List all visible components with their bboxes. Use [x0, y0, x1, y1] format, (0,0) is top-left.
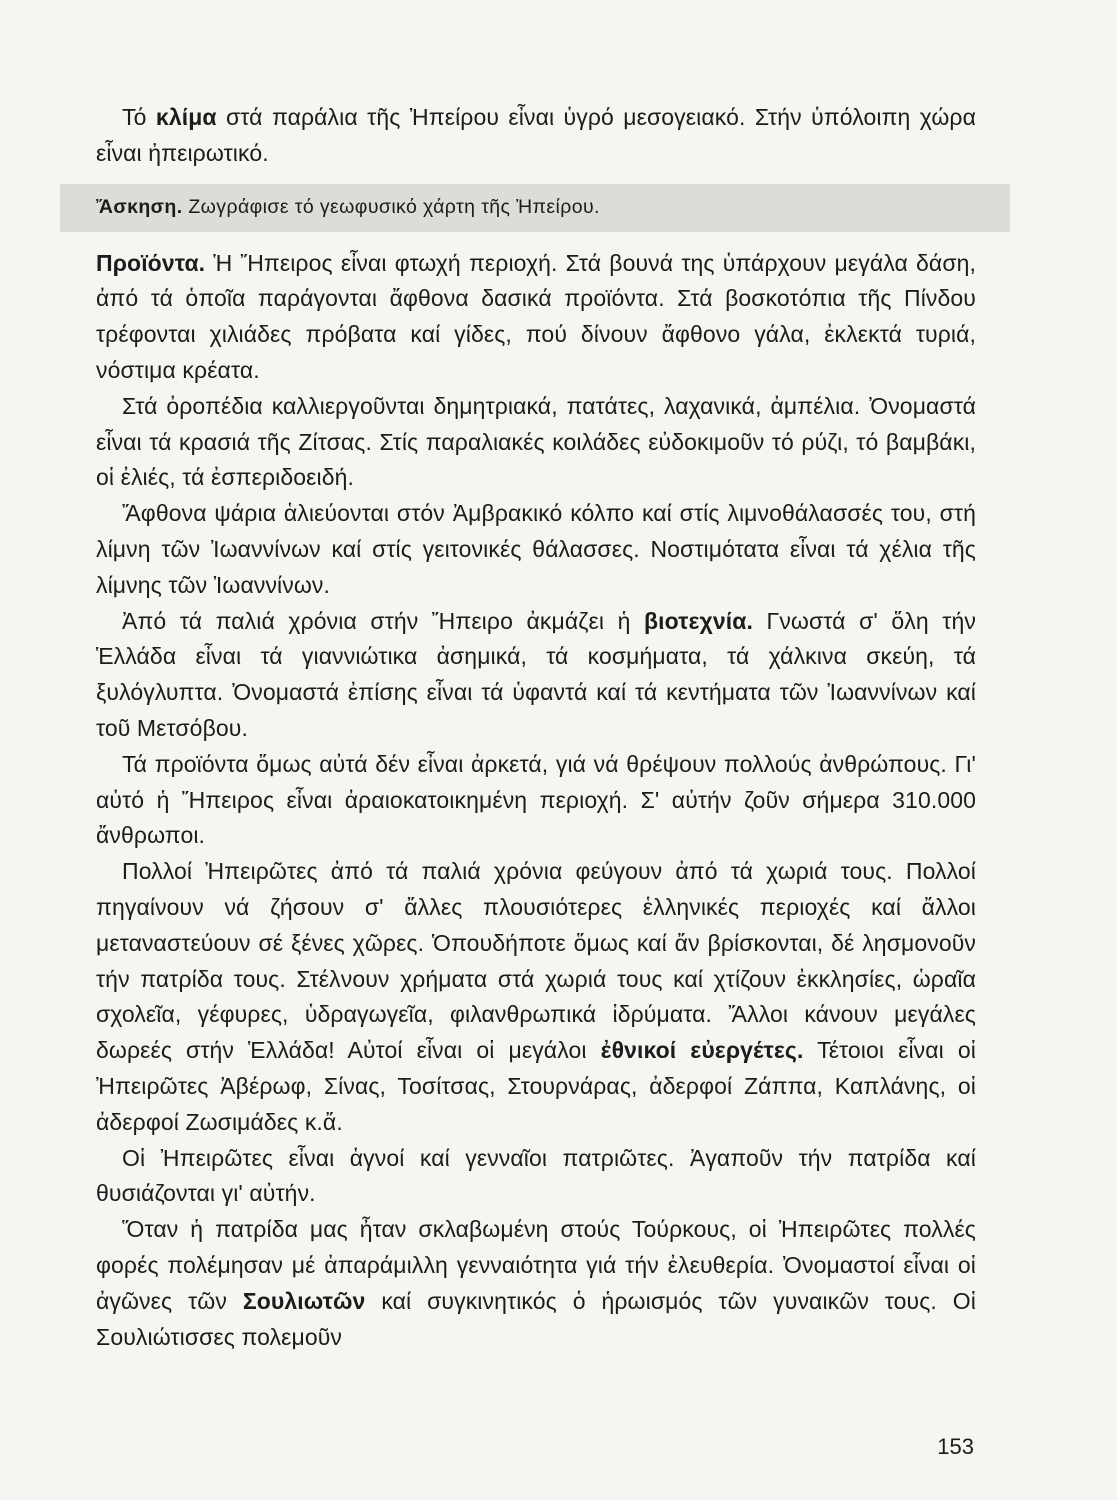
plateaus-paragraph	[96, 389, 976, 496]
keyword-souliotes: Σουλιωτῶν	[242, 1287, 366, 1314]
text-segment: Τέτοιοι εἶναι οἱ Ἠπειρῶτες Ἀβέρωφ, Σίνας, Τοσίτσας, Στουρνάρας, ἀδερφοί Ζάππα, Καπλάνης, οἱ ἀδερφοί Ζωσιμάδες κ.ἄ.	[96, 1037, 977, 1135]
exercise-text: Ζωγράφισε τό γεωφυσικό χάρτη τῆς Ἠπείρου.	[182, 195, 600, 218]
products-paragraph	[96, 246, 976, 389]
text-segment: Πολλοί Ἠπειρῶτες ἀπό τά παλιά χρόνια φεύγουν ἀπό τά χωριά τους. Πολλοί πηγαίνουν νά ζήσουν σ' ἄλλες πλουσιότερες ἑλληνικές περιοχές καί ἄλλοι μεταναστεύουν σέ ξένες χῶρες. Ὁπουδήποτε ὅμως καί ἄν βρίσκονται, δέ λησμονοῦν τήν πατρίδα τους. Στέλνουν χρήματα στά χωριά τους καί χτίζουν ἐκκλησίες, ὡραῖα σχολεῖα, γέφυρες, ὑδραγωγεῖα, φιλανθρωπικά ἱδρύματα. Ἄλλοι κάνουν μεγάλες δωρεές στήν Ἑλλάδα! Αὐτοί εἶναι οἱ μεγάλοι	[96, 858, 976, 1064]
text-segment: Στά ὀροπέδια καλλιεργοῦνται δημητριακά, πατάτες, λαχανικά, ἀμπέλια. Ὀνομαστά εἶναι τά κρασιά τῆς Ζίτσας. Στίς παραλιακές κοιλάδες εὐδοκιμοῦν τό ρύζι, τό βαμβάκι, οἱ ἐλιές, τά ἐσπεριδοειδή.	[96, 392, 976, 491]
patriots-paragraph	[96, 1141, 976, 1213]
text-segment: Ἀπό τά παλιά χρόνια στήν Ἤπειρο ἀκμάζει ἡ	[122, 607, 645, 634]
souliotes-paragraph	[96, 1212, 976, 1355]
text-segment: Γνωστά σ' ὅλη τήν Ἑλλάδα εἶναι τά γιαννιώτικα ἀσημικά, τά κοσμήματα, τά χάλκινα σκεύη, τά ξυλόγλυπτα. Ὀνομαστά ἐπίσης εἶναι τά ὑφαντά καί τά κεντήματα τῶν Ἰωαννίνων καί τοῦ Μετσόβου.	[96, 607, 976, 741]
keyword-benefactors: ἐθνικοί εὐεργέτες.	[600, 1037, 804, 1064]
text-segment: Τά προϊόντα ὅμως αὐτά δέν εἶναι ἀρκετά, γιά νά θρέψουν πολλούς ἀνθρώπους. Γι' αὐτό ἡ Ἤπειρος εἶναι ἀραιοκατοικημένη περιοχή. Σ' αὐτήν ζοῦν σήμερα 310.000 ἄνθρωποι.	[96, 750, 976, 849]
keyword-klima: κλίμα	[155, 104, 217, 130]
text-segment: Ὅταν ἡ πατρίδα μας ἦταν σκλαβωμένη στούς Τούρκους, οἱ Ἠπειρῶτες πολλές φορές πολέμησαν μέ ἀπαράμιλλη γενναιότητα γιά τήν ἐλευθερία. Ὀνομαστοί εἶναι οἱ ἀγῶνες τῶν	[96, 1216, 976, 1314]
population-paragraph	[96, 747, 976, 854]
text-segment: καί συγκινητικός ὁ ἡρωισμός τῶν γυναικῶν τους. Οἱ Σουλιώτισσες πολεμοῦν	[96, 1287, 977, 1350]
page-body	[96, 100, 976, 1355]
page-number: 153	[937, 1434, 974, 1459]
text-segment: Τό	[122, 104, 156, 130]
keyword-viotechnia: βιοτεχνία.	[644, 607, 754, 634]
exercise-label: Ἄσκηση.	[96, 195, 183, 218]
exercise-box	[60, 184, 1010, 232]
text-segment: Οἱ Ἠπειρῶτες εἶναι ἁγνοί καί γενναῖοι πατριῶτες. Ἀγαποῦν τήν πατρίδα καί θυσιάζονται γι' αὐτήν.	[96, 1144, 976, 1207]
climate-paragraph	[96, 100, 976, 172]
fish-paragraph	[96, 496, 976, 603]
text-segment: στά παράλια τῆς Ἠπείρου εἶναι ὑγρό μεσογειακό. Στήν ὑπόλοιπη χώρα εἶναι ἠπειρωτικό.	[96, 104, 976, 166]
crafts-paragraph	[96, 604, 976, 747]
emigration-paragraph	[96, 854, 976, 1140]
text-segment: Ἡ Ἤπειρος εἶναι φτωχή περιοχή. Στά βουνά της ὑπάρχουν μεγάλα δάση, ἀπό τά ὁποῖα παράγονται ἄφθονα δασικά προϊόντα. Στά βοσκοτόπια τῆς Πίνδου τρέφονται χιλιάδες πρόβατα καί γίδες, πού δίνουν ἄφθονο γάλα, ἐκλεκτά τυριά, νόστιμα κρέατα.	[96, 249, 976, 383]
section-heading-products: Προϊόντα.	[96, 249, 206, 276]
text-segment: Ἄφθονα ψάρια ἁλιεύονται στόν Ἀμβρακικό κόλπο καί στίς λιμνοθάλασσές του, στή λίμνη τῶν Ἰωαννίνων καί στίς γειτονικές θάλασσες. Νοστιμότατα εἶναι τά χέλια τῆς λίμνης τῶν Ἰωαννίνων.	[96, 500, 976, 598]
